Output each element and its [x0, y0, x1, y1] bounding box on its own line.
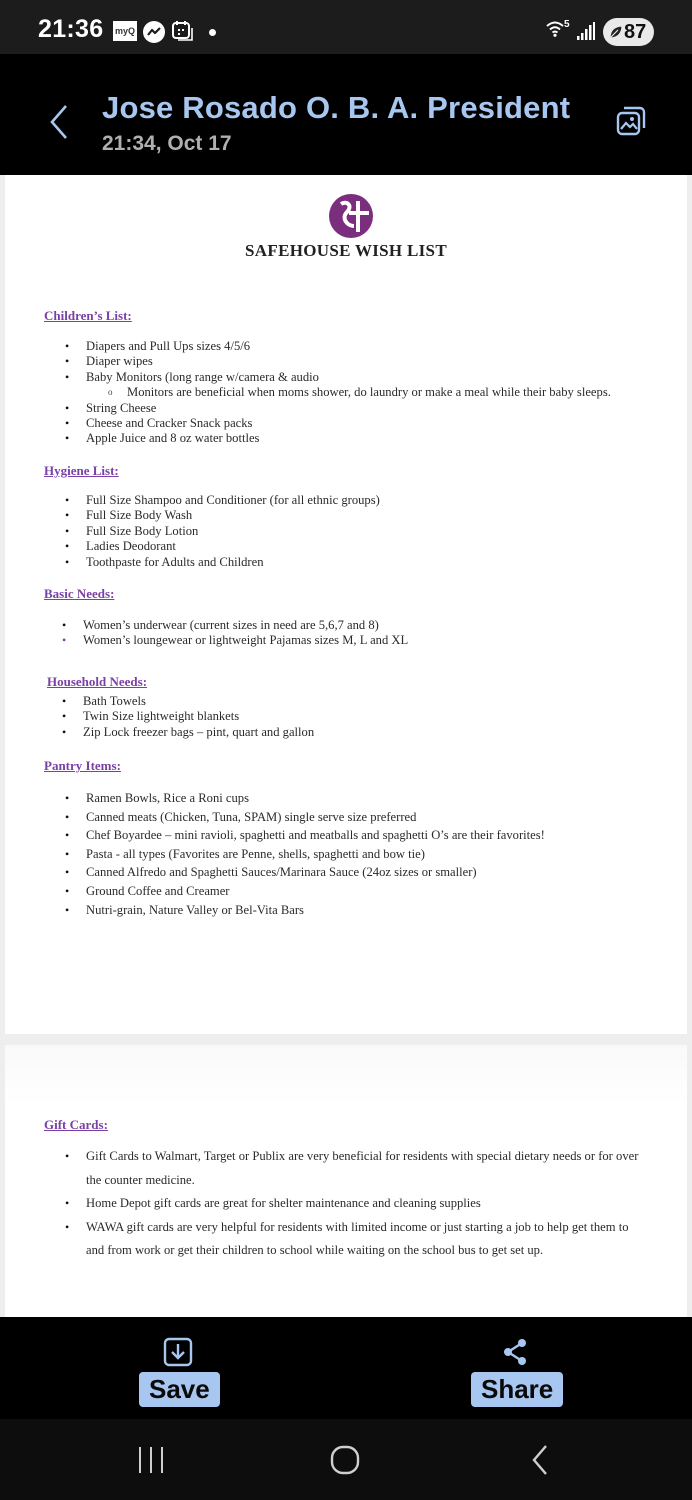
recents-button[interactable]: [136, 1443, 166, 1477]
gallery-button[interactable]: [613, 104, 649, 140]
list-item: • Zip Lock freezer bags – pint, quart and gallon: [62, 725, 314, 740]
section-heading-children: Children’s List:: [44, 308, 132, 323]
list-item: • WAWA gift cards are very helpful for residents with limited income or just starting a job to help get them to and from work or get their children to school while waiting on the school bus to get set up.: [65, 1216, 645, 1263]
document-page-1: [5, 175, 687, 1034]
list-item: • Apple Juice and 8 oz water bottles: [65, 431, 611, 446]
list-item: • Gift Cards to Walmart, Target or Publix are very beneficial for residents with special dietary needs or for over the counter medicine.: [65, 1145, 645, 1192]
save-button[interactable]: [139, 1337, 216, 1407]
list-item: • Pasta - all types (Favorites are Penne, shells, spaghetti and bow tie): [65, 845, 545, 864]
image-viewer[interactable]: [0, 175, 692, 1317]
list-item: • Toothpaste for Adults and Children: [65, 555, 380, 570]
gift-cards-list: [65, 1145, 645, 1263]
home-icon: [329, 1443, 361, 1477]
list-item: • Canned Alfredo and Spaghetti Sauces/Marinara Sauce (24oz sizes or smaller): [65, 863, 545, 882]
home-button[interactable]: [329, 1443, 361, 1477]
wifi-standard-label: 5: [564, 19, 570, 30]
sender-name: Jose Rosado O. B. A. President: [102, 90, 571, 125]
list-item: • Chef Boyardee – mini ravioli, spaghetti and meatballs and spaghetti O’s are their favorites!: [65, 826, 545, 845]
list-item: • Diaper wipes: [65, 354, 611, 369]
save-label: Save: [139, 1372, 220, 1407]
notification-dot-icon: [209, 29, 216, 36]
back-button[interactable]: [44, 102, 74, 142]
messenger-icon: [143, 21, 165, 43]
leaf-icon: [608, 24, 624, 40]
section-heading-gift-cards: Gift Cards:: [44, 1117, 108, 1132]
myq-icon: myQ: [113, 21, 137, 41]
list-item: • Twin Size lightweight blankets: [62, 709, 314, 724]
list-item: • Diapers and Pull Ups sizes 4/5/6: [65, 339, 611, 354]
wifi-icon: [546, 21, 564, 42]
children-list: [65, 339, 611, 447]
list-subitem: o Monitors are beneficial when moms shower, do laundry or make a meal while their baby sleeps.: [65, 385, 611, 400]
signal-icon: [577, 22, 595, 45]
basic-needs-list: [62, 618, 408, 649]
status-bar: [0, 0, 692, 54]
list-item: • Cheese and Cracker Snack packs: [65, 416, 611, 431]
pantry-list: [65, 789, 545, 919]
calendar-icon: [172, 20, 194, 42]
list-item: • String Cheese: [65, 401, 611, 416]
gallery-icon: [613, 104, 649, 140]
list-item: • Full Size Body Wash: [65, 508, 380, 523]
back-icon: [526, 1443, 554, 1477]
list-item: • Ground Coffee and Creamer: [65, 882, 545, 901]
list-item: • Nutri-grain, Nature Valley or Bel-Vita Bars: [65, 901, 545, 920]
share-label: Share: [471, 1372, 563, 1407]
chevron-left-icon: [44, 102, 74, 142]
status-time: 21:36: [38, 15, 104, 43]
list-item: • Full Size Shampoo and Conditioner (for all ethnic groups): [65, 493, 380, 508]
share-icon: [500, 1337, 530, 1367]
battery-indicator: [603, 18, 654, 46]
list-item: • Canned meats (Chicken, Tuna, SPAM) single serve size preferred: [65, 808, 545, 827]
download-icon: [163, 1337, 193, 1367]
share-button[interactable]: [471, 1337, 559, 1407]
section-heading-pantry: Pantry Items:: [44, 758, 121, 773]
nav-back-button[interactable]: [526, 1443, 554, 1477]
message-timestamp: 21:34, Oct 17: [102, 132, 232, 155]
recents-icon: [136, 1443, 166, 1477]
list-item: • Women’s loungewear or lightweight Pajamas sizes M, L and XL: [62, 633, 408, 648]
hygiene-list: [65, 493, 380, 570]
section-heading-hygiene: Hygiene List:: [44, 463, 119, 478]
list-item: • Baby Monitors (long range w/camera & audio: [65, 370, 611, 385]
viewer-header: [0, 54, 692, 175]
list-item: • Women’s underwear (current sizes in need are 5,6,7 and 8): [62, 618, 408, 633]
system-nav-bar: [0, 1419, 692, 1500]
household-list: [62, 694, 314, 740]
safehouse-logo: [327, 192, 375, 240]
list-item: • Bath Towels: [62, 694, 314, 709]
section-heading-basic-needs: Basic Needs:: [44, 586, 115, 601]
section-heading-household: Household Needs:: [47, 674, 148, 689]
list-item: • Ladies Deodorant: [65, 539, 380, 554]
list-item: • Home Depot gift cards are great for shelter maintenance and cleaning supplies: [65, 1192, 645, 1216]
document-title: SAFEHOUSE WISH LIST: [245, 241, 447, 260]
list-item: • Ramen Bowls, Rice a Roni cups: [65, 789, 545, 808]
list-item: • Full Size Body Lotion: [65, 524, 380, 539]
action-bar: [0, 1317, 692, 1419]
battery-level: 87: [624, 21, 647, 43]
document-page-2: [5, 1045, 687, 1317]
